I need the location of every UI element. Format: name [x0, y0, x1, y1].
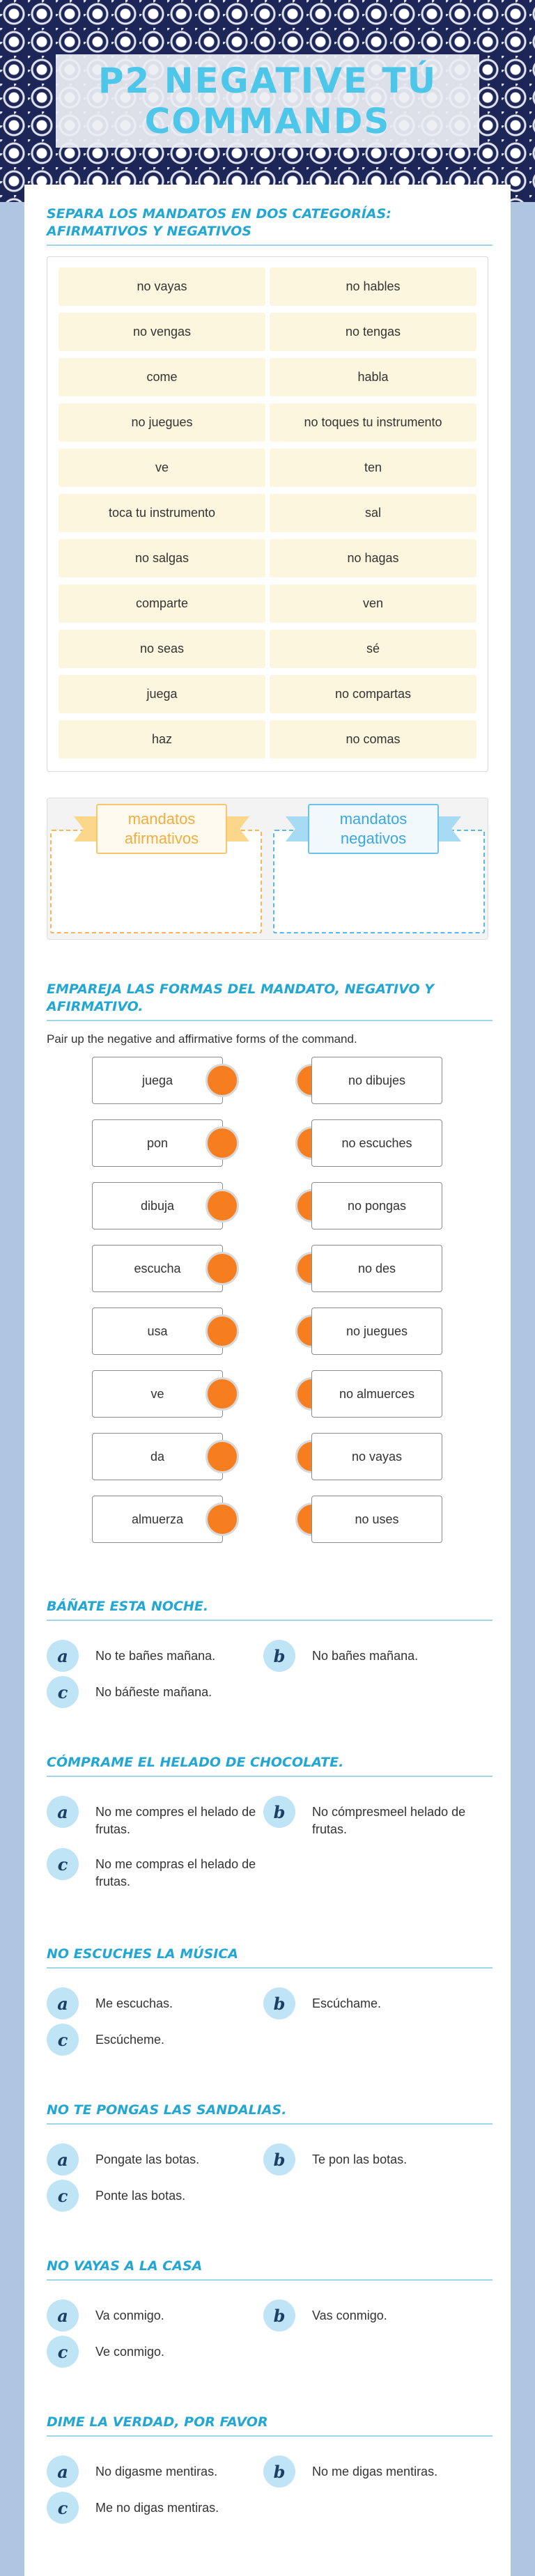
- category-negative-label: mandatos negativos: [339, 810, 408, 847]
- word-chip[interactable]: no comas: [270, 720, 476, 759]
- option-letter-badge: b: [263, 2143, 295, 2175]
- word-chip[interactable]: no salgas: [59, 539, 265, 577]
- word-chip[interactable]: habla: [270, 358, 476, 396]
- sort-section-title: SEPARA LOS MANDATOS EN DOS CATEGORÍAS: AFIRMATIVOS Y NEGATIVOS: [47, 205, 493, 246]
- option-text: Me no digas mentiras.: [95, 2501, 219, 2515]
- option-text: Ve conmigo.: [95, 2345, 165, 2359]
- option-text: Pongate las botas.: [95, 2152, 200, 2166]
- category-affirmative-label: mandatos afirmativos: [124, 810, 199, 847]
- word-chip[interactable]: sal: [270, 494, 476, 532]
- match-connector-dot[interactable]: [206, 1314, 239, 1348]
- match-item-affirmative[interactable]: dibuja: [92, 1182, 223, 1229]
- answer-option[interactable]: [263, 2455, 482, 2488]
- answer-option[interactable]: [47, 2336, 265, 2368]
- match-item-negative[interactable]: no vayas: [311, 1433, 442, 1480]
- question-title: CÓMPRAME EL HELADO DE CHOCOLATE.: [47, 1754, 493, 1777]
- option-letter-badge: b: [263, 2299, 295, 2331]
- answer-option[interactable]: [263, 1796, 482, 1838]
- match-item-affirmative[interactable]: usa: [92, 1308, 223, 1355]
- answer-option[interactable]: [47, 2180, 265, 2212]
- option-text: Vas conmigo.: [312, 2309, 387, 2322]
- option-text: No te bañes mañana.: [95, 1649, 216, 1663]
- option-text: Va conmigo.: [95, 2309, 164, 2322]
- option-letter-badge: a: [47, 2455, 79, 2488]
- word-chip[interactable]: toca tu instrumento: [59, 494, 265, 532]
- option-text: No me compras el helado de frutas.: [95, 1857, 256, 1888]
- answer-option[interactable]: [263, 1987, 482, 2019]
- option-letter-badge: a: [47, 1640, 79, 1672]
- answer-option[interactable]: [47, 2455, 265, 2488]
- match-connector-dot[interactable]: [206, 1189, 239, 1223]
- match-item-affirmative[interactable]: almuerza: [92, 1496, 223, 1543]
- option-letter-badge: c: [47, 2336, 79, 2368]
- match-connector-dot[interactable]: [206, 1252, 239, 1285]
- answer-option[interactable]: [263, 1640, 482, 1672]
- option-letter-badge: a: [47, 1796, 79, 1828]
- word-chip[interactable]: juega: [59, 675, 265, 713]
- option-letter-badge: b: [263, 1987, 295, 2019]
- match-connector-dot[interactable]: [206, 1126, 239, 1160]
- option-letter-badge: c: [47, 1848, 79, 1880]
- answer-option[interactable]: [47, 2024, 265, 2056]
- match-connector-dot[interactable]: [206, 1064, 239, 1097]
- word-chip[interactable]: no tengas: [270, 313, 476, 351]
- word-bank: [47, 256, 488, 772]
- answer-option[interactable]: [47, 1848, 265, 1891]
- word-chip[interactable]: no vayas: [59, 267, 265, 306]
- category-label-text: [96, 804, 227, 854]
- page-title: P2 NEGATIVE TÚ COMMANDS: [98, 61, 437, 141]
- word-chip[interactable]: ve: [59, 449, 265, 487]
- match-item-negative[interactable]: no juegues: [311, 1308, 442, 1355]
- word-chip[interactable]: sé: [270, 630, 476, 668]
- category-label-negative: [286, 804, 461, 851]
- word-chip[interactable]: ten: [270, 449, 476, 487]
- match-connector-dot[interactable]: [206, 1503, 239, 1536]
- worksheet-card: [24, 185, 511, 2576]
- word-chip[interactable]: ven: [270, 584, 476, 623]
- match-item-affirmative[interactable]: da: [92, 1433, 223, 1480]
- answer-option[interactable]: [263, 2143, 482, 2175]
- answer-option[interactable]: [47, 2143, 265, 2175]
- title-box: [56, 54, 479, 148]
- match-item-negative[interactable]: no uses: [311, 1496, 442, 1543]
- header-banner: [0, 0, 535, 202]
- option-text: Me escuchas.: [95, 1996, 173, 2010]
- category-label-text: [308, 804, 439, 854]
- question-title: NO TE PONGAS LAS SANDALIAS.: [47, 2102, 493, 2125]
- match-connector-dot[interactable]: [206, 1377, 239, 1411]
- option-text: No cómpresmeel helado de frutas.: [312, 1805, 466, 1836]
- option-text: No me digas mentiras.: [312, 2465, 438, 2478]
- option-text: Te pon las botas.: [312, 2152, 408, 2166]
- match-item-affirmative[interactable]: ve: [92, 1370, 223, 1418]
- answer-option[interactable]: [47, 2492, 265, 2524]
- option-letter-badge: a: [47, 2299, 79, 2331]
- word-chip[interactable]: no toques tu instrumento: [270, 403, 476, 442]
- option-letter-badge: c: [47, 2492, 79, 2524]
- option-letter-badge: c: [47, 2180, 79, 2212]
- option-text: Escúchame.: [312, 1996, 382, 2010]
- word-chip[interactable]: no hables: [270, 267, 476, 306]
- match-item-affirmative[interactable]: escucha: [92, 1245, 223, 1292]
- question-title: DIME LA VERDAD, POR FAVOR: [47, 2414, 493, 2437]
- option-letter-badge: b: [263, 1640, 295, 1672]
- category-area: [47, 798, 488, 940]
- match-item-affirmative[interactable]: pon: [92, 1119, 223, 1167]
- answer-option[interactable]: [263, 2299, 482, 2331]
- option-letter-badge: b: [263, 1796, 295, 1828]
- word-chip[interactable]: no juegues: [59, 403, 265, 442]
- word-chip[interactable]: no compartas: [270, 675, 476, 713]
- word-chip[interactable]: no hagas: [270, 539, 476, 577]
- question-title: BÁÑATE ESTA NOCHE.: [47, 1598, 493, 1621]
- option-letter-badge: a: [47, 1987, 79, 2019]
- option-text: No me compres el helado de frutas.: [95, 1805, 256, 1836]
- match-item-negative[interactable]: no dibujes: [311, 1057, 442, 1104]
- word-chip[interactable]: no seas: [59, 630, 265, 668]
- option-text: No bañes mañana.: [312, 1649, 419, 1663]
- match-connector-dot[interactable]: [206, 1440, 239, 1473]
- word-grid: [59, 267, 476, 759]
- match-instruction: Pair up the negative and affirmative forms of the command.: [47, 1032, 357, 1046]
- word-chip[interactable]: no vengas: [59, 313, 265, 351]
- match-item-negative[interactable]: no des: [311, 1245, 442, 1292]
- option-text: No digasme mentiras.: [95, 2465, 218, 2478]
- answer-option[interactable]: [47, 1796, 265, 1838]
- category-label-affirmative: [74, 804, 249, 851]
- option-text: No báñeste mañana.: [95, 1685, 212, 1699]
- answer-option[interactable]: [47, 2299, 265, 2331]
- option-text: Escúcheme.: [95, 2033, 165, 2047]
- answer-option[interactable]: [47, 1640, 265, 1672]
- match-item-negative[interactable]: no escuches: [311, 1119, 442, 1167]
- match-item-affirmative[interactable]: juega: [92, 1057, 223, 1104]
- option-text: Ponte las botas.: [95, 2189, 186, 2203]
- answer-option[interactable]: [47, 1987, 265, 2019]
- option-letter-badge: c: [47, 1676, 79, 1708]
- word-chip[interactable]: come: [59, 358, 265, 396]
- option-letter-badge: c: [47, 2024, 79, 2056]
- word-chip[interactable]: haz: [59, 720, 265, 759]
- match-item-negative[interactable]: no pongas: [311, 1182, 442, 1229]
- question-title: NO VAYAS A LA CASA: [47, 2258, 493, 2281]
- option-letter-badge: b: [263, 2455, 295, 2488]
- match-section-title: EMPAREJA LAS FORMAS DEL MANDATO, NEGATIVO Y AFIRMATIVO.: [47, 981, 493, 1021]
- option-letter-badge: a: [47, 2143, 79, 2175]
- word-chip[interactable]: comparte: [59, 584, 265, 623]
- answer-option[interactable]: [47, 1676, 265, 1708]
- match-item-negative[interactable]: no almuerces: [311, 1370, 442, 1418]
- question-title: NO ESCUCHES LA MÚSICA: [47, 1946, 493, 1969]
